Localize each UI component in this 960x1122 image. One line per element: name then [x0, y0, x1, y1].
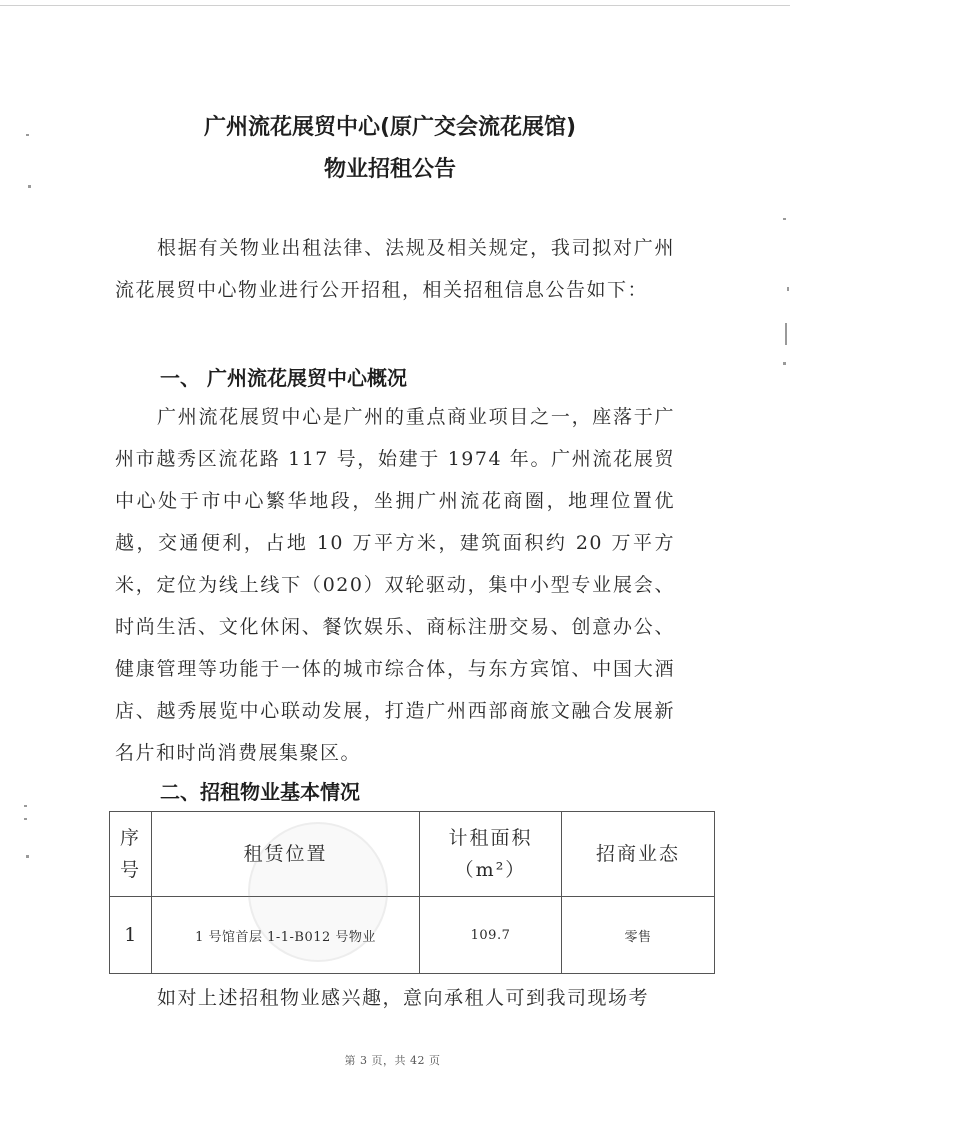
- scan-speck: [787, 287, 789, 291]
- scan-speck: [26, 134, 29, 136]
- page-title: 广州流花展贸中心(原广交会流花展馆): [203, 115, 577, 140]
- rental-table: [109, 811, 715, 974]
- scan-speck: [24, 818, 27, 820]
- header-seq-bottom: 号: [119, 859, 141, 881]
- cell-business: 零售: [562, 897, 715, 974]
- cell-location: 1 号馆首层 1-1-B012 号物业: [152, 897, 420, 974]
- header-area-unit: （m²）: [454, 859, 527, 881]
- faded-seal-stamp: [248, 822, 388, 962]
- table-row: [110, 897, 715, 974]
- table-header-row: [110, 812, 715, 897]
- scan-speck: [24, 805, 27, 807]
- cell-seq: 1: [110, 897, 152, 974]
- scan-speck: [783, 218, 786, 220]
- header-business: 招商业态: [562, 812, 715, 897]
- cell-area: 109.7: [420, 897, 562, 974]
- header-seq-top: 序: [119, 827, 141, 849]
- header-seq: [110, 812, 152, 897]
- header-area: [420, 812, 562, 897]
- header-location: 租赁位置: [152, 812, 420, 897]
- page-number: 第 3 页，共 42 页: [344, 1054, 441, 1067]
- section1-heading: 一、 广州流花展贸中心概况: [160, 366, 407, 390]
- intro-paragraph: 根据有关物业出租法律、法规及相关规定，我司拟对广州流花展贸中心物业进行公开招租，相关招租信息公告如下：: [115, 237, 675, 301]
- section2-heading: 二、招租物业基本情况: [160, 780, 360, 804]
- page-subtitle: 物业招租公告: [323, 157, 456, 182]
- top-edge-line: [0, 5, 790, 6]
- scan-speck: [26, 855, 29, 858]
- scan-speck: [28, 185, 31, 188]
- section1-paragraph: 广州流花展贸中心是广州的重点商业项目之一，座落于广州市越秀区流花路 117 号，始建于 1974 年。广州流花展贸中心处于市中心繁华地段，坐拥广州流花商圈，地理位置优越，交通便利，占地 10 万平方米，建筑面积约 20 万平方米，定位为线上线下（020）双轮驱动，集中小型专业展会、时尚生活、文化休闲、餐饮娱乐、商标注册交易、创意办公、健康管理等功能于一体的城市综合体，与东方宾馆、中国大酒店、越秀展览中心联动发展，打造广州西部商旅文融合发展新名片和时尚消费展集聚区。: [115, 406, 675, 764]
- closing-paragraph: 如对上述招租物业感兴趣，意向承租人可到我司现场考: [157, 987, 650, 1009]
- scan-speck: [783, 362, 786, 365]
- header-area-top: 计租面积: [448, 827, 533, 849]
- scan-speck: [785, 323, 787, 345]
